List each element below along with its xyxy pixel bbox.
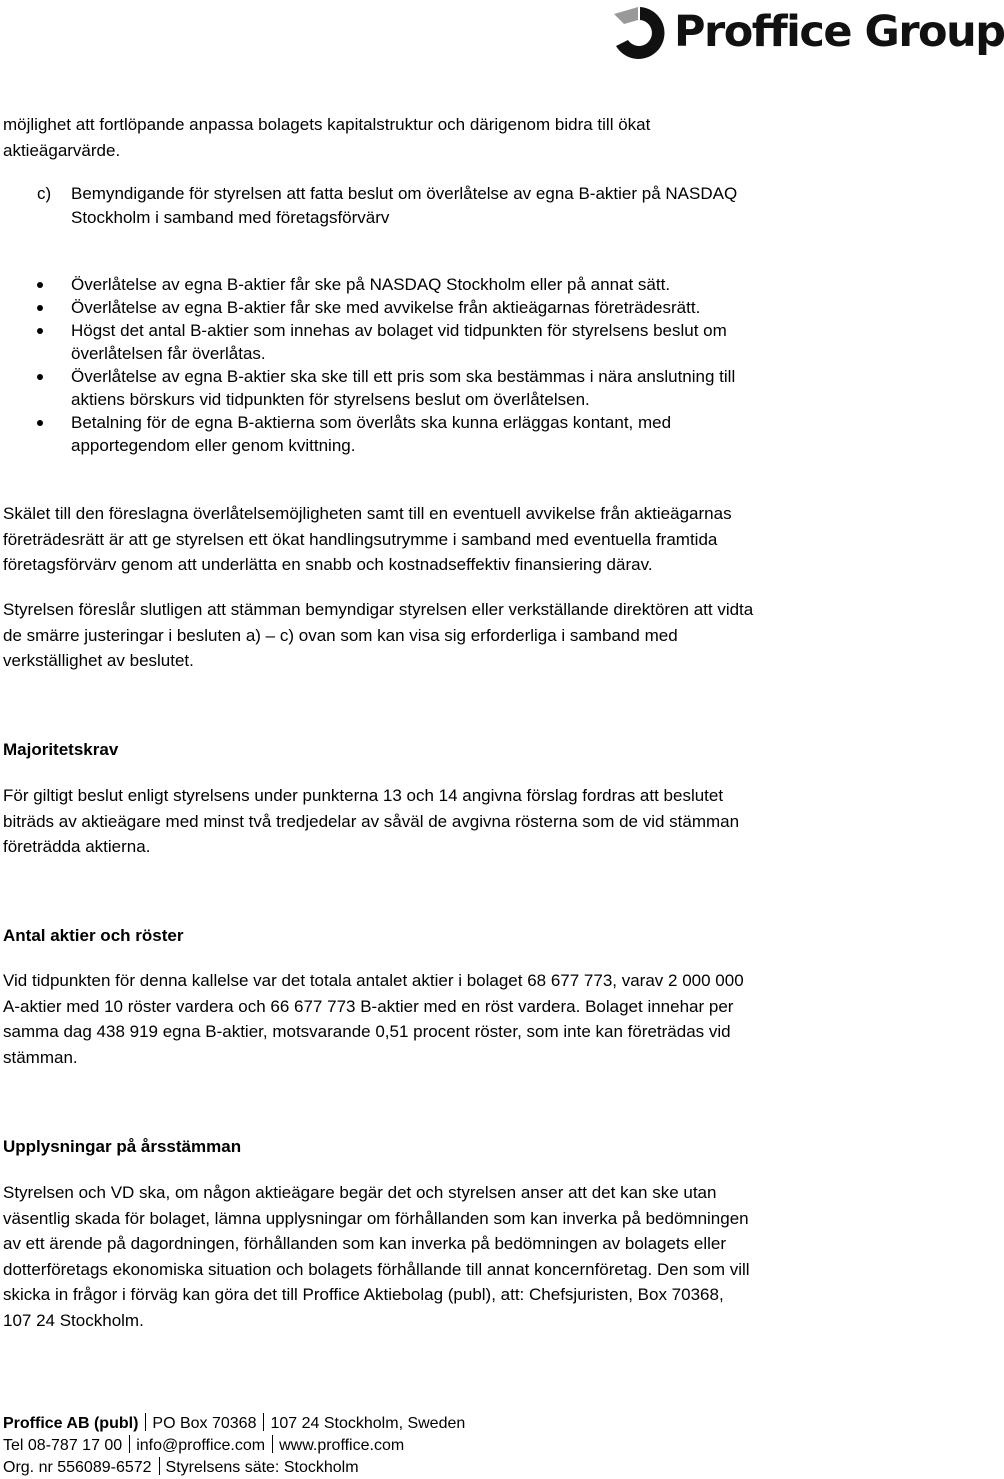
- item-c-title: Bemyndigande för styrelsen att fatta beslut om överlåtelse av egna B-aktier på NASDAQ Stockholm i samband med företagsförvärv: [71, 184, 738, 227]
- majority-paragraph: För giltigt beslut enligt styrelsens under punkterna 13 och 14 angivna förslag fordras att beslutet biträds av aktieägare med minst två tredjedelar av såväl de avgivna rösterna som de vid stämman företrädda aktierna.: [3, 786, 740, 856]
- shares-paragraph: Vid tidpunkten för denna kallelse var det totala antalet aktier i bolaget 68 677 773, varav 2 000 000 A-aktier med 10 röster vardera och 66 677 773 B-aktier med en röst vardera. Bolaget innehar per samma dag 438 919 egna B-aktier, motsvarande 0,51 procent röster, som inte kan företrädas vid stämman.: [3, 971, 744, 1067]
- footer-divider: [263, 1413, 264, 1431]
- shares-heading: Antal aktier och röster: [3, 926, 184, 945]
- intro-line: möjlighet att fortlöpande anpassa bolagets kapitalstruktur och därigenom bidra till ökat: [3, 115, 651, 134]
- intro-line: aktieägarvärde.: [3, 140, 121, 160]
- footer-phone: Tel 08-787 17 00: [3, 1437, 123, 1454]
- intro-paragraph: [3, 112, 650, 163]
- bullet-icon: [37, 374, 43, 380]
- proffice-logo: [608, 4, 1004, 62]
- bullet-icon: [37, 305, 43, 311]
- bullet-item: Överlåtelse av egna B-aktier får ske på NASDAQ Stockholm eller på annat sätt.: [0, 273, 735, 296]
- majority-heading: Majoritetskrav: [3, 740, 119, 759]
- footer-box: PO Box 70368: [152, 1415, 257, 1432]
- bullet-item: Överlåtelse av egna B-aktier ska ske till ett pris som ska bestämmas i nära anslutning till aktiens börskurs vid tidpunkten för styrelsens beslut om överlåtelsen.: [0, 365, 735, 411]
- bullet-item: Betalning för de egna B-aktierna som överlåts ska kunna erläggas kontant, med apportegendom eller genom kvittning.: [0, 411, 735, 457]
- adjustment-paragraph: Styrelsen föreslår slutligen att stämman bemyndigar styrelsen eller verkställande direktören att vidta de smärre justeringar i besluten a) – c) ovan som kan visa sig erforderliga i samband med verkställighet av beslutet.: [3, 600, 754, 670]
- footer-org-number: Org. nr 556089-6572: [3, 1459, 152, 1476]
- footer-seat: Styrelsens säte: Stockholm: [165, 1459, 359, 1476]
- footer-company: Proffice AB (publ): [3, 1415, 139, 1432]
- footer-divider: [159, 1457, 160, 1475]
- bullet-icon: [37, 282, 43, 288]
- footer-divider: [145, 1413, 146, 1431]
- bullet-item: Överlåtelse av egna B-aktier får ske med avvikelse från aktieägarnas företrädesrätt.: [0, 296, 735, 319]
- item-c-marker: c): [37, 184, 52, 203]
- info-heading: Upplysningar på årsstämman: [3, 1137, 242, 1156]
- footer-divider: [272, 1435, 273, 1453]
- reason-paragraph: Skälet till den föreslagna överlåtelsemöjligheten samt till en eventuell avvikelse från aktieägarnas företrädesrätt är att ge styrelsen ett ökat handlingsutrymme i samband med eventuella framtida företagsförvärv genom att underlätta en snabb och kostnadseffektiv finansiering därav.: [3, 504, 732, 574]
- bullet-icon: [37, 328, 43, 334]
- info-paragraph: Styrelsen och VD ska, om någon aktieägare begär det och styrelsen anser att det kan ske utan väsentlig skada för bolaget, lämna upplysningar om förhållanden som kan inverka på bedömningen av ett ärende på dagordningen, förhållanden som kan inverka på bedömningen av bolagets eller dotterföretags ekonomiska situation och bolagets förhållande till annat koncernföretag. Den som vill skicka in frågor i förväg kan göra det till Proffice Aktiebolag (publ), att: Chefsjuristen, Box 70368, 107 24 Stockholm.: [3, 1183, 750, 1330]
- footer-divider: [129, 1435, 130, 1453]
- page-footer: [3, 1413, 465, 1479]
- logo-wordmark: Proffice Group: [674, 7, 1004, 57]
- footer-email-link[interactable]: info@proffice.com: [136, 1437, 266, 1454]
- proffice-logo-icon: [608, 4, 670, 62]
- terms-bullet-list: [0, 273, 735, 457]
- bullet-icon: [37, 420, 43, 426]
- footer-web-link[interactable]: www.proffice.com: [279, 1437, 405, 1454]
- bullet-item: Högst det antal B-aktier som innehas av bolaget vid tidpunkten för styrelsens beslut om överlåtelsen får överlåtas.: [0, 319, 735, 365]
- footer-city: 107 24 Stockholm, Sweden: [270, 1415, 466, 1432]
